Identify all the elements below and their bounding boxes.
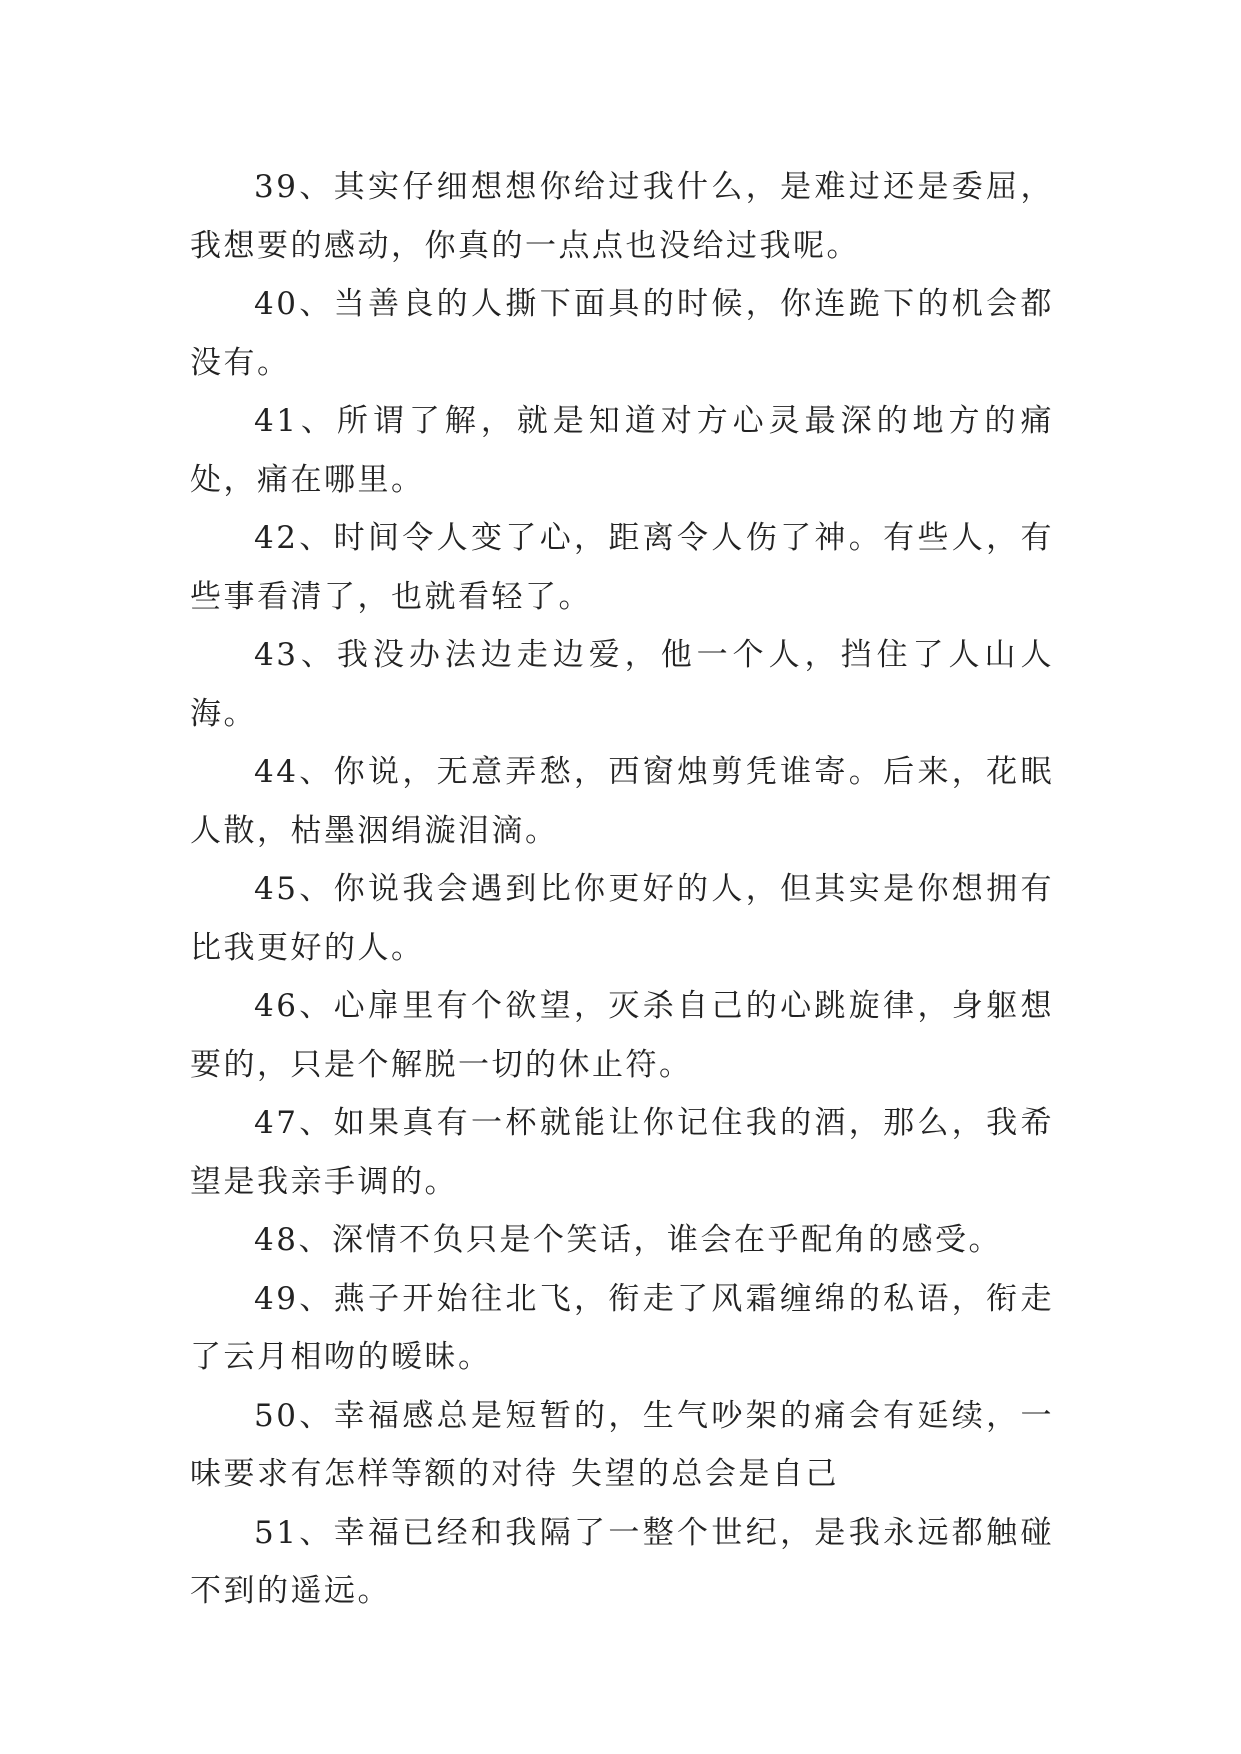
document-body [190, 158, 1054, 1621]
paragraph-49: 49、燕子开始往北飞，衔走了风霜缠绵的私语，衔走了云月相吻的暧昧。 [190, 1280, 1054, 1375]
paragraph-46: 46、心扉里有个欲望，灭杀自己的心跳旋律，身躯想要的，只是个解脱一切的休止符。 [190, 988, 1054, 1083]
paragraph-41: 41、所谓了解，就是知道对方心灵最深的地方的痛处，痛在哪里。 [190, 403, 1054, 498]
paragraph-44: 44、你说，无意弄愁，西窗烛剪凭谁寄。后来，花眠人散，枯墨洇绢漩泪滴。 [190, 754, 1054, 849]
paragraph-50: 50、幸福感总是短暂的，生气吵架的痛会有延续，一味要求有怎样等额的对待 失望的总会是自己 [190, 1397, 1054, 1492]
paragraph-40: 40、当善良的人撕下面具的时候，你连跪下的机会都没有。 [190, 286, 1054, 381]
paragraph-51: 51、幸福已经和我隔了一整个世纪，是我永远都触碰不到的遥远。 [190, 1514, 1054, 1609]
paragraph-43: 43、我没办法边走边爱，他一个人，挡住了人山人海。 [190, 637, 1054, 732]
paragraph-47: 47、如果真有一杯就能让你记住我的酒，那么，我希望是我亲手调的。 [190, 1105, 1054, 1200]
paragraph-45: 45、你说我会遇到比你更好的人，但其实是你想拥有比我更好的人。 [190, 871, 1054, 966]
paragraph-42: 42、时间令人变了心，距离令人伤了神。有些人，有些事看清了，也就看轻了。 [190, 520, 1054, 615]
paragraph-48: 48、深情不负只是个笑话，谁会在乎配角的感受。 [254, 1222, 1002, 1258]
paragraph-39: 39、其实仔细想想你给过我什么，是难过还是委屈，我想要的感动，你真的一点点也没给过我呢。 [190, 169, 1054, 264]
